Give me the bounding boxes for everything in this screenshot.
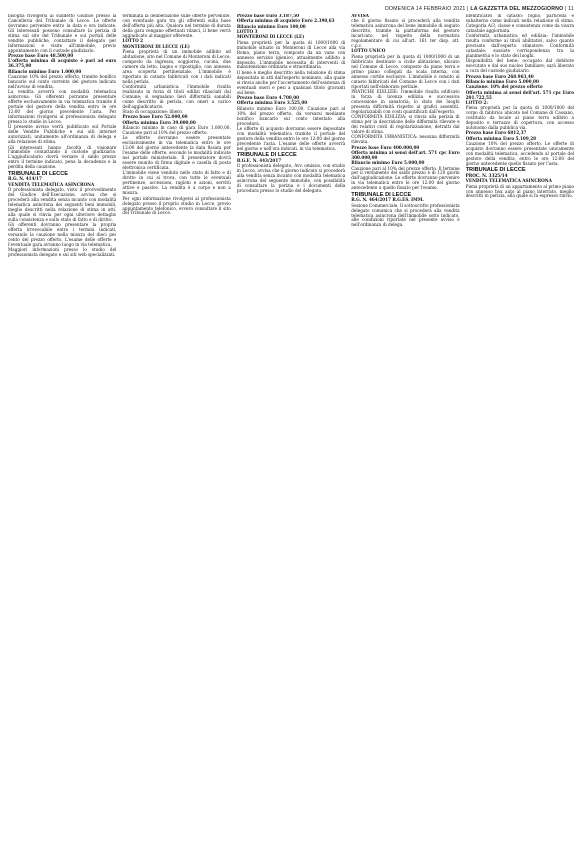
bold-line: R.G.E. N. 443/2017 — [236, 157, 282, 163]
header-sep: | — [465, 6, 471, 12]
column-5 — [466, 14, 574, 841]
paragraph: bisogna rivolgersi al suddetto Giudice presso la Cancelleria del Tribunale di Lecce. Le offerte dovranno pervenire entro la data e ora indicate. Gli interessati possono consultare la perizia di stima sul sito del Tribunale e sui portali delle vendite pubbliche, contattare il delegato per informazioni e visite all'immobile, previo appuntamento con il custode giudiziario. — [8, 14, 117, 53]
bold-line: LOTTO 3 — [236, 29, 258, 35]
page-header — [8, 4, 574, 14]
paragraph: CONFORMITÀ EDILIZIA: si rinvia alla perizia di stima per la descrizione delle difformità rilevate e dei relativi costi di regolarizzazione, detratti dal valore di stima. — [351, 114, 460, 134]
section-heading: TRIBUNALE DI LECCE — [465, 167, 526, 174]
bold-line: Rilancio minimo Euro 1.000,00 — [8, 68, 82, 74]
text-columns — [8, 14, 574, 841]
header-paper-name: LA GAZZETTA DEL MEZZOGIORNO — [470, 6, 564, 12]
bold-line: Offerta minima Euro 5.109,28 — [465, 135, 537, 141]
paragraph: Disponibilità del bene: occupato dal debitore esecutato e dal suo nucleo familiare; sarà liberato a cura del custode giudiziario. — [465, 58, 575, 74]
paragraph: Cauzione pari al 10% del prezzo offerto. Il termine per il versamento del saldo prezzo è di 120 giorni dall'aggiudicazione. Le offerte dovranno pervenire in via telematica entro le ore 12:00 del giorno antecedente a quello fissato per l'esame. — [351, 165, 460, 191]
bold-line: Cauzione: 10% del prezzo offerto — [465, 84, 543, 90]
paragraph: Cauzione 10% del prezzo offerto, tramite bonifico bancario sul conto corrente del gestore indicato nell'avviso di vendita. — [8, 74, 117, 89]
bold-line: Offerta minima di acquisto Euro 2.390,63 — [236, 18, 335, 24]
bold-line: Prezzo base Euro 268.963,40 — [465, 73, 534, 79]
bold-line: Rilancio minimo Euro 100,00 — [236, 23, 306, 29]
paragraph: Conformità urbanistica: l'immobile risulta realizzato in forza di titoli edilizi rilasciati dal Comune; si segnalano lievi difformità sanabili come descritto in perizia, con oneri a carico dell'aggiudicatario. — [122, 83, 231, 109]
bold-line: LOTTO UNICO — [351, 48, 386, 54]
paragraph: Piena proprietà di un appartamento al primo piano con annesso box auto al piano interrato, meglio descritti in perizia, alla quale si fa espresso rinvio. — [465, 183, 575, 199]
paragraph: Stato di occupazione: libero. — [122, 109, 184, 115]
paragraph: Le offerte dovranno essere presentate esclusivamente in via telematica entro le ore 12:00 del giorno antecedente la data fissata per l'esame delle offerte, secondo le modalità indicate nel portale ministeriale. Il presentatore dovrà essere munito di firma digitale e casella di posta elettronica certificata. — [122, 135, 231, 171]
bold-line: Offerta minima Euro 39.000,00 — [122, 119, 196, 125]
paragraph: Sezione Commerciale. Il sottoscritto professionista delegato comunica che si procederà alla vendita telematica asincrona dell'immobile sotto indicato, alle condizioni riportate nel presente avviso e nell'ordinanza di delega. — [351, 202, 460, 228]
bold-line: VENDITA TELEMATICA ASINCRONA — [8, 181, 95, 187]
bold-line: VENDITA TELEMATICA ASINCRONA — [465, 178, 552, 184]
bold-line: LOTTO 2 — [122, 38, 144, 44]
paragraph: Gli offerenti dovranno presentare la propria offerta irrevocabile entro i termini indicati, versando la cauzione nella misura del dieci per cento del prezzo offerto. L'esame delle offerte e l'eventuale gara avranno luogo in via telematica. — [8, 222, 117, 247]
paragraph: La vendita avverrà con modalità telematica asincrona. Gli offerenti potranno presentare offerte esclusivamente in via telematica tramite il portale del gestore della vendita entro le ore 12:00 del giorno precedente l'asta. Per informazioni rivolgersi al professionista delegato presso lo studio in Lecce. — [8, 89, 117, 124]
bold-line: AVVISA — [351, 14, 369, 18]
bold-line: Prezzo base Euro 48.500,00 — [8, 53, 74, 59]
paragraph: PRATICHE EDILIZIE: l'immobile risulta edificato in forza di licenza edilizia e successiva concessione in sanatoria; lo stato dei luoghi presenta difformità rispetto ai grafici assentiti, regolarizzabili con costi quantificati dall'esperto. — [351, 88, 460, 114]
bold-line: Prezzo base Euro 52.000,00 — [122, 114, 188, 120]
paragraph: Il presente avviso verrà pubblicato sul Portale delle Vendite Pubbliche e sui siti internet autorizzati, unitamente all'ordinanza di delega e alla relazione di stima. — [8, 124, 117, 145]
bold-line: LOTTO 2: — [465, 99, 488, 105]
paragraph: L'immobile viene venduto nello stato di fatto e di diritto in cui si trova, con tutte le eventuali pertinenze, accessioni, ragioni e azioni, servitù attive e passive. La vendita è a corpo e non a misura. — [122, 170, 231, 196]
bold-line: Offerta minima ai sensi dell'art. 571 cpc Euro 201.722,55 — [465, 89, 575, 100]
bold-line: MONTERONI DI LECCE (LE) — [122, 43, 190, 49]
paragraph: Rilancio minimo Euro 100,00. Cauzione pari al 10% del prezzo offerto, da versarsi mediante bonifico bancario sul conto intestato alla procedura. — [236, 105, 346, 126]
column-3 — [237, 14, 345, 841]
paragraph: terminata la deliberazione sulle offerte pervenute, con eventuale gara tra gli offerenti sulla base dell'offerta più alta. Qualora nel termine di durata della gara vengano effettuati rilanci, il bene verrà aggiudicato al maggior offerente. — [122, 14, 231, 38]
paragraph: Le offerte di acquisto dovranno essere depositate con modalità telematica tramite il portale del gestore della vendita entro le ore 12:00 del giorno precedente l'asta. L'esame delle offerte avverrà nel giorno e nell'ora indicati, in via telematica. — [236, 125, 346, 151]
paragraph: Il professionista delegato, Avv. omissis, con studio in Lecce, avvisa che il giorno indicato si procederà alla vendita senza incanto con modalità telematica asincrona del seguente immobile, con possibilità di consultare la perizia e i documenti della procedura presso lo studio del delegato. — [236, 162, 346, 193]
paragraph: Gli interessati hanno facoltà di visionare l'immobile contattando il custode giudiziario. L'aggiudicatario dovrà versare il saldo prezzo entro il termine indicato, pena la decadenza e la perdita della cauzione. — [8, 144, 117, 170]
paragraph: CONFORMITÀ URBANISTICA: nessuna difformità rilevata. — [351, 134, 460, 145]
bold-line: R.G. N. 414/17 — [8, 176, 42, 182]
bold-line: Prezzo base Euro 400.000,00 — [351, 144, 420, 150]
column-2 — [122, 14, 230, 841]
bold-line: Prezzo base Euro 6812,37 — [465, 130, 527, 136]
paragraph: Piena proprietà per la quota di 1000/1000 di un fabbricato destinato a civile abitazione, ubicato nel Comune di Lecce, composto da piano terra e primo piano collegati da scala interna, con annesso cortile esclusivo. L'immobile è censito al catasto fabbricati del Comune di Lecce con i dati riportati nell'elaborato peritale. — [351, 53, 460, 89]
section-heading: TRIBUNALE DI LECCE — [351, 191, 412, 198]
paragraph: Piena proprietà di un immobile adibito ad abitazione, sito nel Comune di Monteroni di Lecce, composto da ingresso, soggiorno, cucina, due camere da letto, bagno e ripostiglio, con annessa area scoperta pertinenziale. L'immobile è riportato in catasto fabbricati con i dati indicati nella perizia. — [122, 48, 231, 84]
paragraph: Il bene è meglio descritto nella relazione di stima depositata in atti dall'esperto nominato, alla quale si rinvia anche per l'accertamento dell'esistenza di eventuali oneri e pesi a qualsiasi titolo gravanti sul bene. — [236, 69, 346, 95]
column-1 — [8, 14, 116, 841]
bold-line: PROC. N. 3325/14 — [465, 172, 508, 178]
bold-line: Rilancio minimo Euro 5.000,00 — [351, 160, 425, 166]
section-heading: TRIBUNALE DI LECCE — [236, 152, 297, 159]
bold-line: L'offerta minima di acquisto è pari ad euro 36.375,00 — [8, 58, 117, 69]
bold-line: Offerta minima ai sensi dell'art. 571 cpc Euro 300.000,00 — [351, 149, 460, 160]
header-page-number: 11 — [568, 6, 574, 12]
bold-line: MONTERONI DI LECCE (LE) — [236, 34, 305, 40]
paragraph: Piena proprietà per la quota di 1000/1000 del corpo di fabbrica ubicato nel Comune di Cassano, costituito da locale al piano terra adibito a deposito e terrazzo di copertura, con accesso autonomo dalla pubblica via. — [465, 105, 575, 131]
section-heading: TRIBUNALE DI LECCE — [8, 170, 68, 177]
paragraph: Rilancio minimo in caso di gara Euro 1.000,00. Cauzione pari al 10% del prezzo offerto. — [122, 125, 231, 136]
column-4 — [351, 14, 459, 841]
paragraph: Il professionista delegato, visto il provvedimento del Giudice dell'Esecuzione, avvisa che si procederà alla vendita senza incanto con modalità telematica asincrona dei seguenti beni immobili, meglio descritti nella relazione di stima in atti, alla quale si rinvia per ogni ulteriore dettaglio sulla consistenza e sullo stato di fatto e di diritto. — [8, 186, 117, 222]
paragraph: Maggiori informazioni presso lo studio del professionista delegato e sui siti web specializzati. — [8, 247, 117, 258]
paragraph: Identificativi in catasto: foglio, particella e subalterno come indicati nella relazione di stima. Categoria A/3, classe e consistenza come da visura catastale aggiornata. — [465, 14, 575, 33]
header-sep: | — [563, 6, 569, 12]
paragraph: Conformità urbanistica ed edilizia: l'immobile risulta conforme ai titoli abilitativi, salvo quanto precisato dall'esperto stimatore. Conformità catastale: sussiste corrispondenza tra la planimetria e lo stato dei luoghi. — [465, 33, 575, 59]
bold-line: Offerta minima Euro 3.525,00 — [236, 100, 308, 106]
bold-line: R.G. N. 464/2017 R.G.ES. IMM. — [351, 197, 424, 203]
bold-line: Prezzo base Euro 3.187,50 — [236, 14, 300, 18]
bold-line: Rilancio minimo Euro 5.000,00 — [465, 78, 539, 84]
bold-line: Prezzo base Euro 4.700,00 — [236, 94, 300, 100]
paragraph: che il giorno fissato si procederà alla vendita telematica asincrona del bene immobile di seguito descritto, tramite la piattaforma del gestore incaricato, nel rispetto della normativa regolamentare di cui all'art. 161 ter disp. att. c.p.c. — [351, 18, 460, 49]
paragraph: Piena proprietà per la quota di 1000/1000 di immobile situato in Monteroni di Lecce alla via Roma, piano terra, composto da un vano con annesso servizio igienico, attualmente adibito a deposito. L'immobile necessita di interventi di manutenzione ordinaria e straordinaria. — [236, 39, 346, 70]
header-date: DOMENICA 14 FEBBRAIO 2021 — [384, 6, 466, 12]
paragraph: Per ogni informazione rivolgersi al professionista delegato presso il proprio studio in Lecce, previo appuntamento telefonico, ovvero consultare il sito del Tribunale di Lecce. — [122, 195, 231, 216]
paragraph: Cauzione 10% del prezzo offerto. Le offerte di acquisto dovranno essere presentate unicamente con modalità telematica, accedendo al portale del gestore della vendita, entro le ore 12:00 del giorno antecedente quello fissato per l'asta. — [465, 141, 575, 166]
